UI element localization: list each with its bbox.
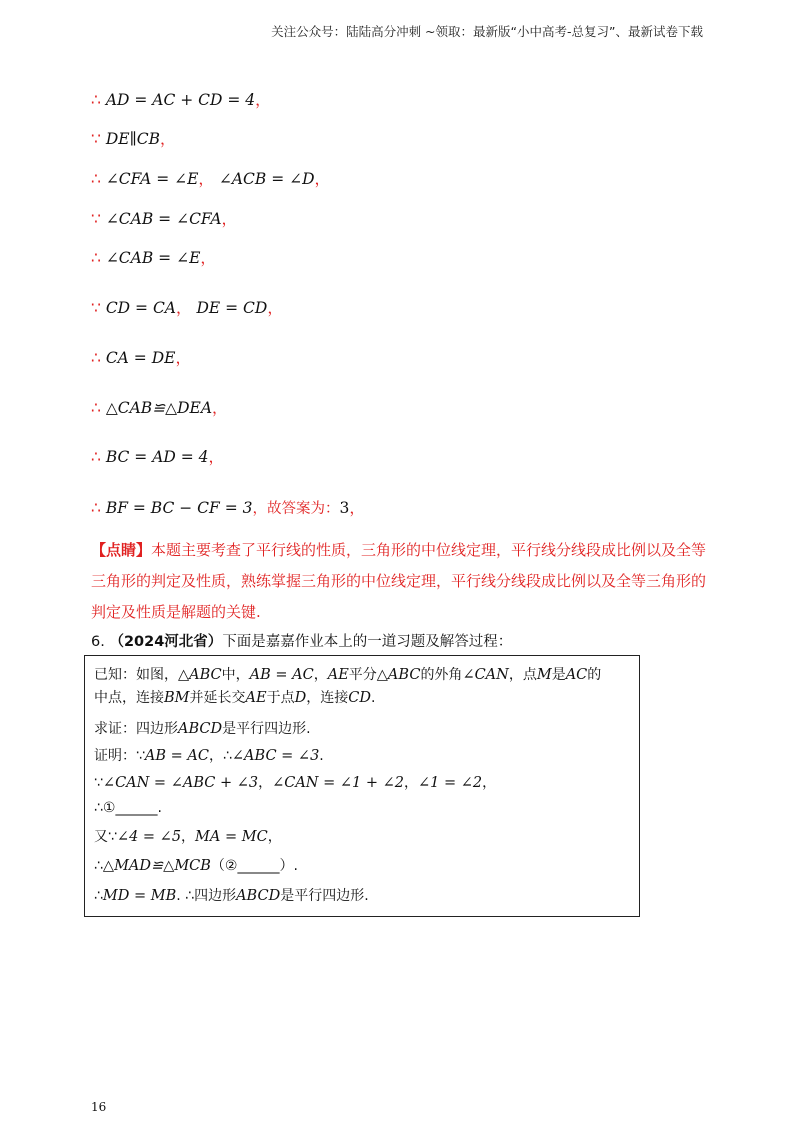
- math: AB = AC: [249, 667, 314, 683]
- math-expression: △CAB≌△DEA: [105, 399, 213, 417]
- math-expression: DE = CD: [196, 299, 268, 317]
- box-line-given: [94, 664, 601, 684]
- math: △ABC: [376, 667, 421, 683]
- text: ，∴: [208, 748, 232, 764]
- box-line-proof-4: [94, 855, 298, 875]
- solution-line: [91, 167, 330, 189]
- note-tag: 【点睛】: [91, 541, 152, 559]
- text: ，: [482, 775, 497, 791]
- text: ，: [258, 775, 273, 791]
- solution-line: [91, 246, 216, 268]
- math: AE: [327, 667, 349, 683]
- question-text: 下面是嘉嘉作业本上的一道习题及解答过程：: [222, 634, 513, 650]
- math: MD = MB: [102, 888, 177, 904]
- math: AE: [245, 690, 267, 706]
- solution-line: [91, 346, 191, 368]
- answer-label: ，故答案为：: [252, 501, 340, 517]
- math: D: [294, 690, 307, 706]
- solution-line: [91, 496, 365, 518]
- line-tail: ，: [221, 210, 238, 228]
- question-source: （2024河北省）: [109, 634, 223, 650]
- math: ∠CAN = ∠ABC + ∠3: [102, 775, 259, 791]
- math: ∠CAN = ∠1 + ∠2: [272, 775, 404, 791]
- math-expression: CA = DE: [105, 349, 176, 367]
- text: 并延长交: [189, 690, 246, 706]
- line-tail: ，: [349, 499, 365, 517]
- therefore-symbol: ∴: [91, 349, 101, 367]
- text: .: [370, 690, 376, 706]
- text: ∵: [94, 775, 103, 791]
- line-tail: ，: [208, 448, 225, 466]
- therefore-symbol: ∴: [91, 448, 101, 466]
- page-number: 16: [91, 1100, 107, 1114]
- box-line-conclusion: [94, 885, 369, 905]
- text: ，: [403, 775, 418, 791]
- line-tail: ，: [267, 299, 283, 317]
- line-tail: ，: [255, 91, 271, 109]
- question-heading: [91, 630, 512, 651]
- text: ，点: [508, 667, 537, 683]
- solution-line: [91, 127, 175, 149]
- math-expression: BF = BC − CF = 3: [105, 499, 253, 517]
- line-tail: ，: [200, 249, 216, 267]
- box-line-proof-2: [94, 772, 496, 792]
- math: ∠CAN: [462, 667, 509, 683]
- math-expression: AD = AC + CD = 4: [105, 91, 256, 109]
- text: 的: [587, 667, 602, 683]
- problem-box: [84, 655, 640, 917]
- text: . ∴四边形: [176, 888, 237, 904]
- math: △ABC: [178, 667, 222, 683]
- therefore-symbol: ∴: [91, 170, 101, 188]
- line-tail: ，: [159, 130, 176, 148]
- math-expression: DE∥CB: [105, 130, 160, 148]
- line-tail: ，: [176, 299, 192, 317]
- text: 是: [551, 667, 566, 683]
- page-header: 关注公众号：陆陆高分冲刺 ~领取：最新版“小中高考-总复习”、最新试卷下载: [271, 24, 703, 39]
- text: 的外角: [420, 667, 463, 683]
- math: △MAD≌△MCB: [102, 858, 211, 874]
- question-number: 6.: [91, 634, 105, 650]
- solution-line: [91, 88, 271, 110]
- text: （②______）.: [210, 858, 298, 874]
- text: 又∵: [94, 829, 117, 845]
- line-tail: ，: [198, 170, 214, 188]
- because-symbol: ∵: [91, 130, 101, 148]
- text: 平分: [348, 667, 377, 683]
- text: .: [319, 748, 324, 764]
- text: ，: [313, 667, 328, 683]
- text: ∴: [94, 858, 103, 874]
- box-line-prove: [94, 718, 311, 738]
- answer-value: 3: [339, 499, 350, 517]
- text: ∴: [94, 888, 103, 904]
- text: ，: [267, 829, 282, 845]
- math: ∠4 = ∠5: [116, 829, 182, 845]
- line-tail: ，: [175, 349, 191, 367]
- box-line-given-2: [94, 687, 375, 707]
- math: AC: [565, 667, 588, 683]
- key-point-note: [91, 535, 711, 628]
- math: BM: [164, 690, 190, 706]
- math: MA = MC: [195, 829, 268, 845]
- math: ABCD: [178, 721, 223, 737]
- box-line-proof-3: [94, 826, 282, 846]
- text: 是平行四边形.: [222, 721, 311, 737]
- solution-line: [91, 296, 283, 318]
- text: 证明：∵: [94, 748, 145, 764]
- math-expression: ∠ACB = ∠D: [218, 170, 315, 188]
- math-expression: BC = AD = 4: [105, 448, 209, 466]
- box-line-proof-1: [94, 745, 324, 765]
- text: 中，: [221, 667, 250, 683]
- text: 已知：如图，: [94, 667, 178, 683]
- therefore-symbol: ∴: [91, 399, 101, 417]
- box-line-blank-1: ∴①______.: [94, 800, 162, 816]
- text: ，连接: [306, 690, 349, 706]
- text: 求证：四边形: [94, 721, 178, 737]
- math-expression: ∠CAB = ∠E: [105, 249, 201, 267]
- because-symbol: ∵: [91, 299, 101, 317]
- line-tail: ，: [314, 170, 331, 188]
- therefore-symbol: ∴: [91, 499, 101, 517]
- text: 于点: [266, 690, 295, 706]
- text: 是平行四边形.: [280, 888, 369, 904]
- note-text: 本题主要考查了平行线的性质，三角形的中位线定理，平行线分线段成比例以及全等三角形的判定及性质，熟练掌握三角形的中位线定理，平行线分线段成比例以及全等三角形的判定及性质是解题的关键.: [91, 541, 707, 621]
- solution-line: [91, 445, 224, 467]
- math: ∠1 = ∠2: [417, 775, 483, 791]
- math: AB = AC: [144, 748, 209, 764]
- therefore-symbol: ∴: [91, 91, 101, 109]
- line-tail: ，: [212, 399, 228, 417]
- math-expression: ∠CFA = ∠E: [105, 170, 199, 188]
- math: CD: [348, 690, 371, 706]
- therefore-symbol: ∴: [91, 249, 101, 267]
- math-expression: CD = CA: [105, 299, 176, 317]
- text: 中点，连接: [94, 690, 164, 706]
- math: M: [536, 667, 552, 683]
- solution-line: [91, 396, 228, 418]
- math: ∠ABC = ∠3: [231, 748, 320, 764]
- text: ，: [181, 829, 196, 845]
- because-symbol: ∵: [91, 210, 101, 228]
- solution-line: [91, 207, 237, 229]
- math-expression: ∠CAB = ∠CFA: [105, 210, 222, 228]
- math: ABCD: [236, 888, 281, 904]
